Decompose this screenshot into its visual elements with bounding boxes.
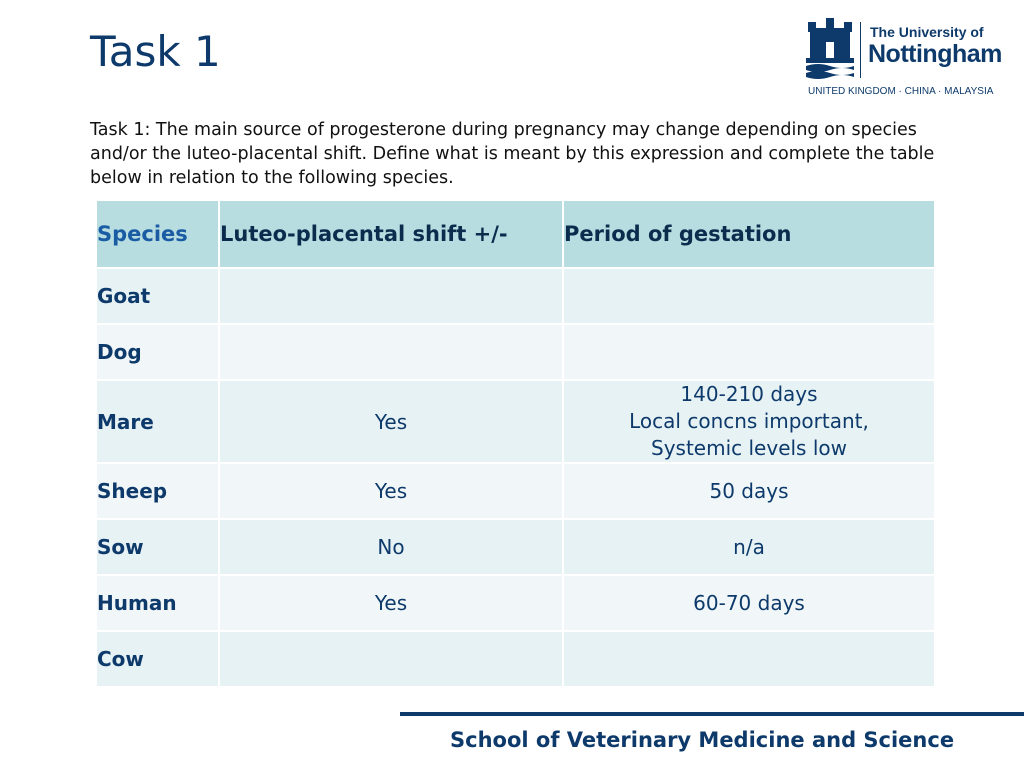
shift-cell: Yes <box>220 381 562 462</box>
castle-crest-icon <box>806 18 854 80</box>
gestation-cell: 50 days <box>564 464 934 518</box>
logo-divider <box>860 22 861 78</box>
university-logo <box>804 16 1004 100</box>
header-species: Species <box>97 201 218 267</box>
table-row <box>97 520 934 574</box>
species-table <box>95 199 936 688</box>
gestation-cell <box>564 325 934 379</box>
table-row <box>97 576 934 630</box>
logo-campuses: UNITED KINGDOM · CHINA · MALAYSIA <box>808 86 994 97</box>
logo-nottingham: Nottingham <box>868 40 1002 68</box>
shift-cell: Yes <box>220 464 562 518</box>
table-header-row <box>97 201 934 267</box>
page-title: Task 1 <box>90 27 221 76</box>
shift-cell: Yes <box>220 576 562 630</box>
header-luteo-placental-shift: Luteo-placental shift +/- <box>220 201 562 267</box>
shift-cell <box>220 632 562 686</box>
table-row <box>97 632 934 686</box>
gestation-cell: 60-70 days <box>564 576 934 630</box>
gestation-cell <box>564 269 934 323</box>
footer-school-name: School of Veterinary Medicine and Science <box>450 728 955 752</box>
gestation-cell <box>564 632 934 686</box>
species-cell: Sheep <box>97 464 218 518</box>
footer-divider <box>400 712 1024 716</box>
species-cell: Human <box>97 576 218 630</box>
shift-cell <box>220 325 562 379</box>
shift-cell <box>220 269 562 323</box>
gestation-cell: n/a <box>564 520 934 574</box>
table-row <box>97 381 934 462</box>
species-cell: Dog <box>97 325 218 379</box>
shift-cell: No <box>220 520 562 574</box>
gestation-cell: 140-210 days Local concns important, Systemic levels low <box>564 381 934 462</box>
header-period-of-gestation: Period of gestation <box>564 201 934 267</box>
table-row <box>97 464 934 518</box>
logo-university-of: The University of <box>870 24 984 40</box>
species-cell: Mare <box>97 381 218 462</box>
task-description: Task 1: The main source of progesterone during pregnancy may change depending on species and/or the luteo-placental shift. Define what is meant by this expression and complete the table below in relation to the following species. <box>90 120 935 188</box>
table-row <box>97 269 934 323</box>
table-row <box>97 325 934 379</box>
species-cell: Sow <box>97 520 218 574</box>
species-cell: Cow <box>97 632 218 686</box>
species-cell: Goat <box>97 269 218 323</box>
